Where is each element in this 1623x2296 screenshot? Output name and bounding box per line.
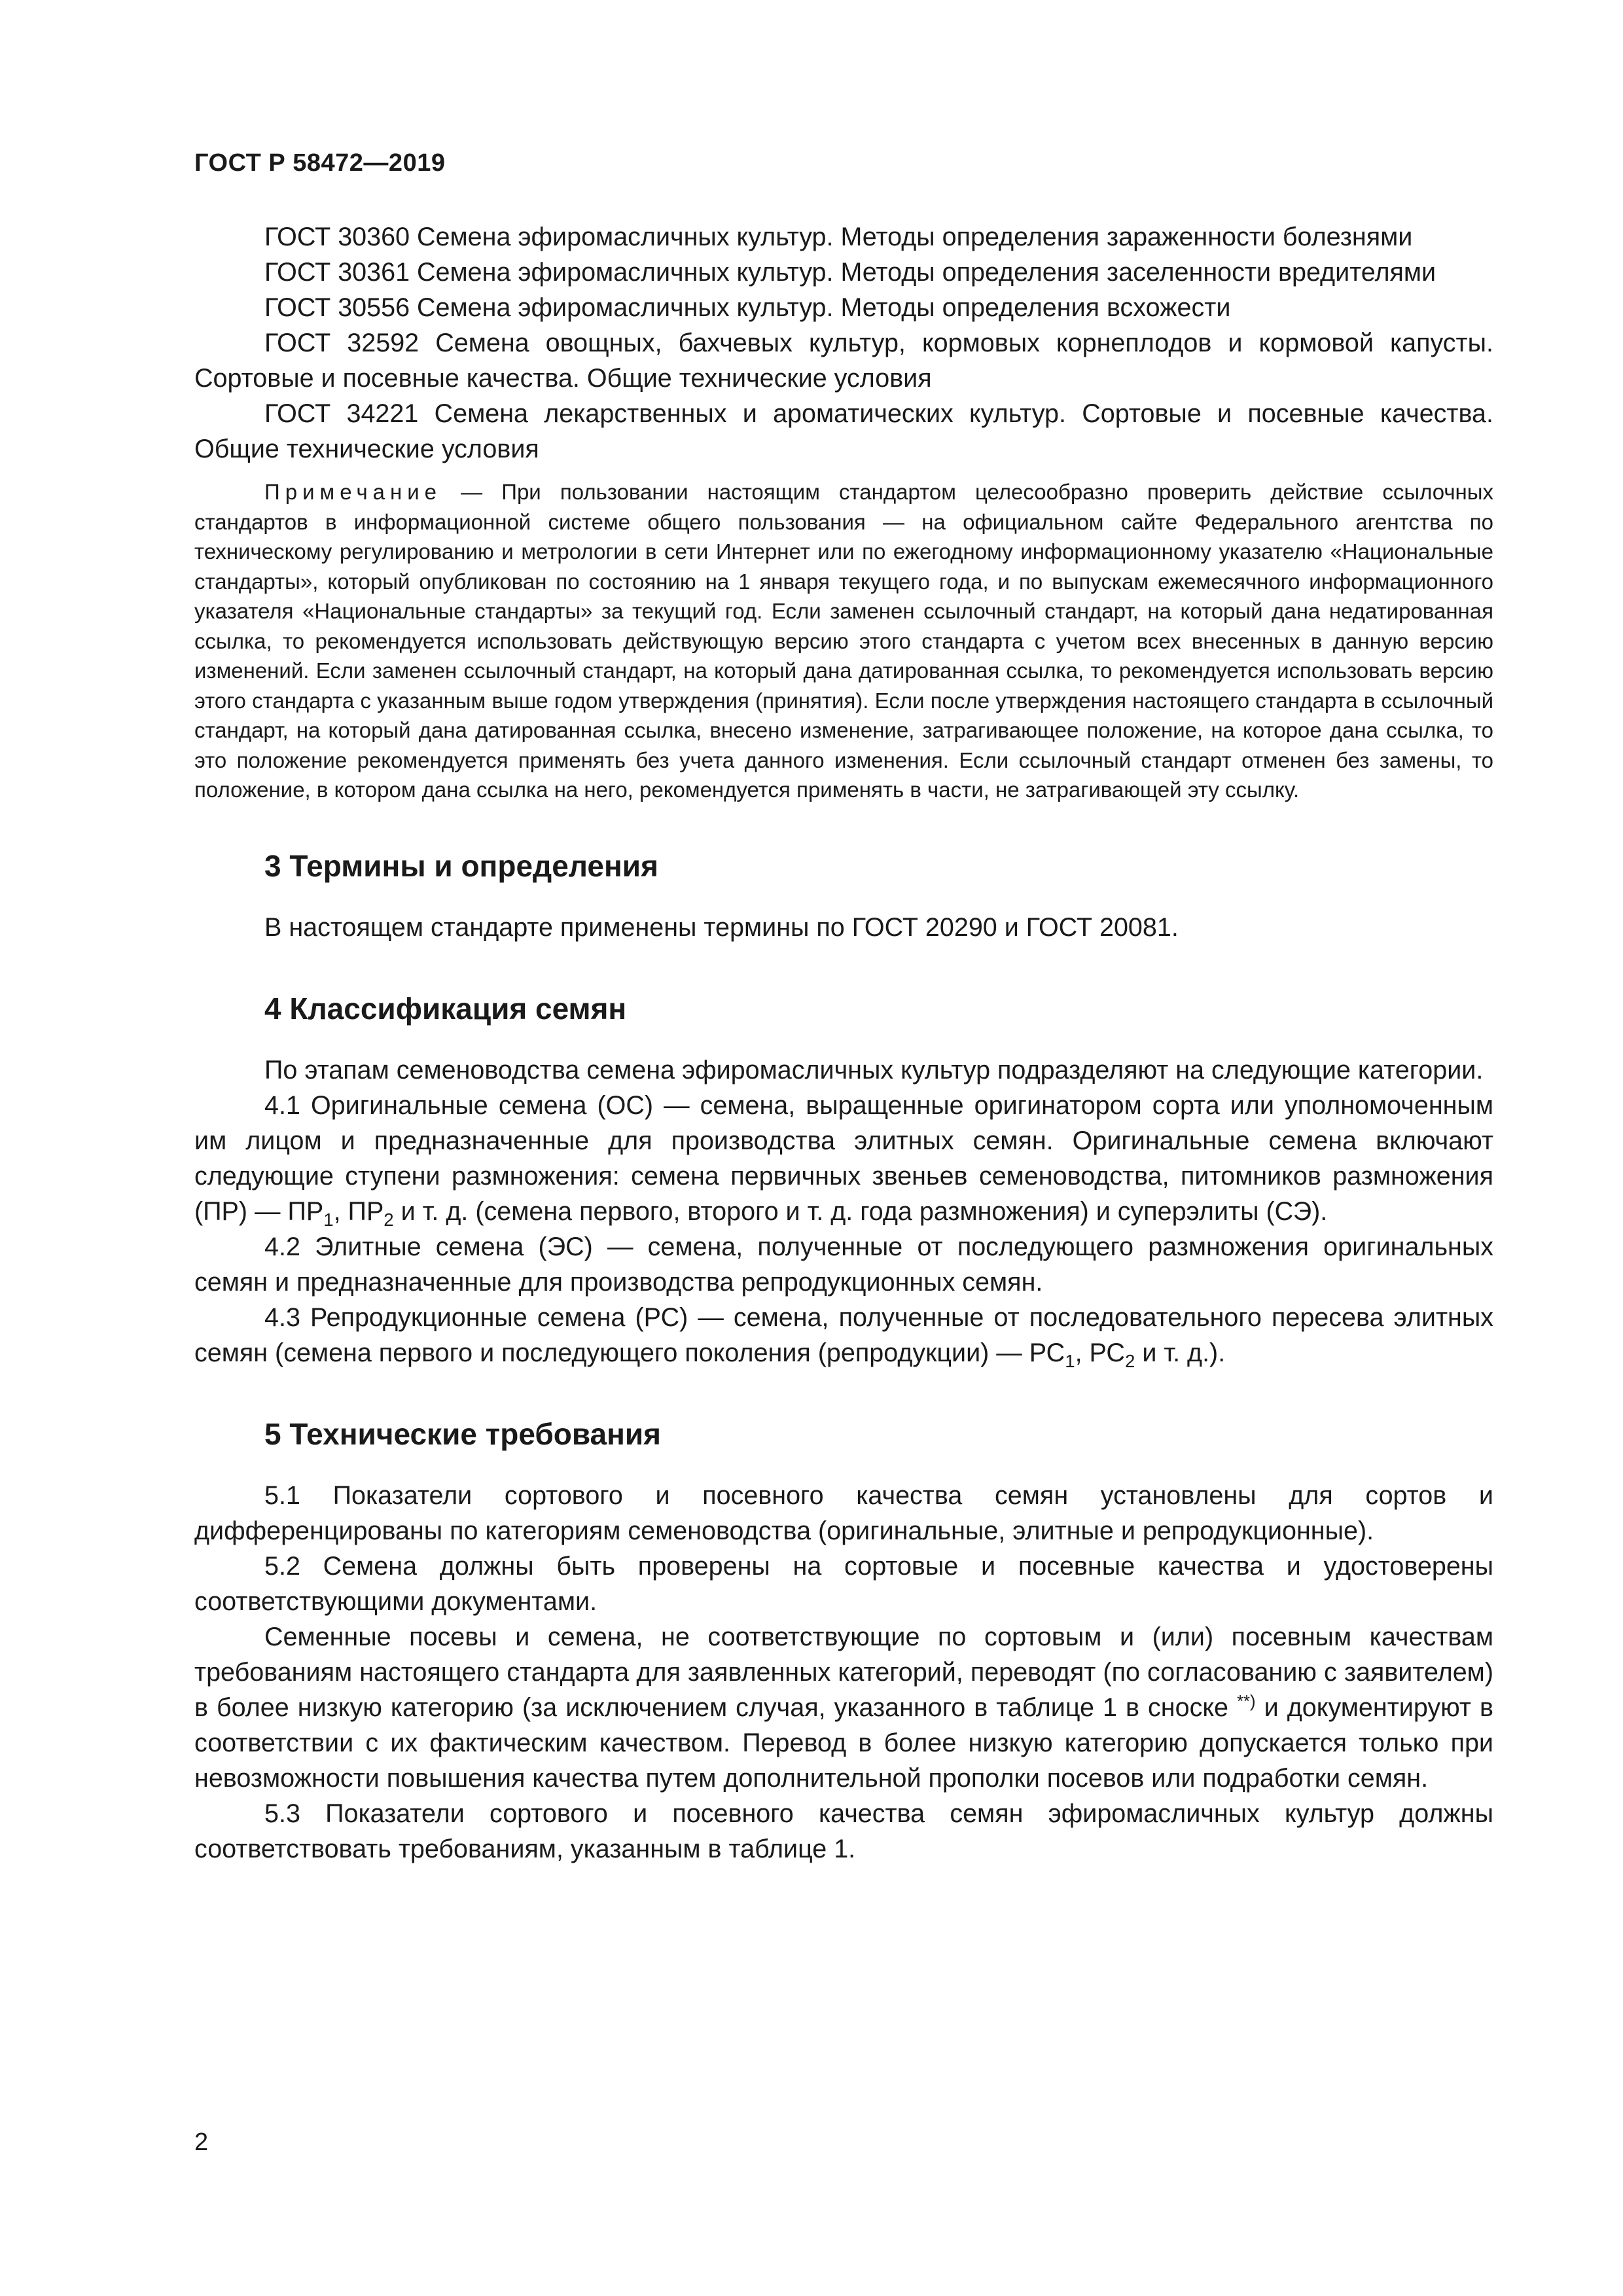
clause-5-2b-text-a: Семенные посевы и семена, не соответствующие по сортовым и (или) посевным качествам требованиям настоящего стандарта для заявленных категорий, переводят (по согласованию с заявителем) в более низкую категорию (за исключением случая, указанного в таблице 1 в сноске <box>194 1622 1493 1722</box>
clause-4-3-sub-2: 2 <box>1124 1350 1135 1371</box>
section-4-title: 4 Классификация семян <box>264 991 627 1026</box>
clause-4-3-text-b: , РС <box>1075 1338 1125 1367</box>
clause-5-2-continuation <box>194 1619 1493 1796</box>
document-header: ГОСТ Р 58472—2019 <box>194 149 446 177</box>
clause-4-1-text-c: и т. д. (семена первого, второго и т. д. года размножения) и суперэлиты (СЭ). <box>393 1196 1328 1226</box>
section-3-title: 3 Термины и определения <box>264 848 658 883</box>
clause-4-1-sub-2: 2 <box>383 1209 394 1230</box>
clause-4-1 <box>194 1088 1493 1229</box>
clause-5-2b-text-b: и документируют в соответствии с их фактическим качеством. Перевод в более низкую категорию допускается только при невозможности повышения качества путем дополнительной прополки посевов или подработки семян. <box>194 1693 1493 1793</box>
normative-references-list <box>194 219 1493 467</box>
clause-4-3-text-a: 4.3 Репродукционные семена (РС) — семена, полученные от последовательного пересева элитных семян (семена первого и последующего поколения (репродукции) — РС <box>194 1302 1493 1367</box>
reference-item: ГОСТ 30360 Семена эфиромасличных культур. Методы определения зараженности болезнями <box>264 223 1413 251</box>
note-label: Примечание <box>264 480 442 504</box>
note-text: — При пользовании настоящим стандартом целесообразно проверить действие ссылочных стандартов в информационной системе общего пользования — на официальном сайте Федерального агентства по техническому регулированию и метрологии в сети Интернет или по ежегодному информационному указателю «Национальные стандарты», который опубликован по состоянию на 1 января текущего года, и по выпускам ежемесячного информационного указателя «Национальные стандарты» за текущий год. Если заменен ссылочный стандарт, на который дана недатированная ссылка, то рекомендуется использовать действующую версию этого стандарта с учетом всех внесенных в данную версию изменений. Если заменен ссылочный стандарт, на который дана датированная ссылка, то рекомендуется использовать версию этого стандарта с указанным выше годом утверждения (принятия). Если после утверждения настоящего стандарта в ссылочный стандарт, на который дана датированная ссылка, внесено изменение, затрагивающее положение, на которое дана ссылка, то это положение рекомендуется применять без учета данного изменения. Если ссылочный стандарт отменен без замены, то положение, в котором дана ссылка на него, рекомендуется применять в части, не затрагивающей эту ссылку. <box>194 480 1493 802</box>
clause-5-3: 5.3 Показатели сортового и посевного качества семян эфиромасличных культур должны соответствовать требованиям, указанным в таблице 1. <box>194 1799 1493 1863</box>
footnote-marker: **) <box>1237 1692 1256 1711</box>
section-5-title: 5 Технические требования <box>264 1416 661 1451</box>
reference-item: ГОСТ 30361 Семена эфиромасличных культур. Методы определения заселенности вредителями <box>264 258 1436 287</box>
section-3-text: В настоящем стандарте применены термины по ГОСТ 20290 и ГОСТ 20081. <box>264 912 1179 942</box>
reference-note <box>194 477 1493 805</box>
clause-4-3-text-c: и т. д.). <box>1135 1338 1226 1367</box>
clause-4-3 <box>194 1300 1493 1371</box>
section-4-intro: По этапам семеноводства семена эфиромасличных культур подразделяют на следующие категории. <box>264 1055 1484 1085</box>
reference-item: ГОСТ 34221 Семена лекарственных и ароматических культур. Сортовые и посевные качества. Общие технические условия <box>194 399 1493 463</box>
document-body <box>194 219 1493 1867</box>
reference-item: ГОСТ 30556 Семена эфиромасличных культур. Методы определения всхожести <box>264 293 1231 322</box>
clause-4-1-text-a: 4.1 Оригинальные семена (ОС) — семена, выращенные оригинатором сорта или уполномоченным им лицом и предназначенные для производства элитных семян. Оригинальные семена включают следующие ступени размножения: семена первичных звеньев семеноводства, питомников размножения (ПР) — ПР <box>194 1090 1493 1226</box>
clause-4-2: 4.2 Элитные семена (ЭС) — семена, полученные от последующего размножения оригинальных семян и предназначенные для производства репродукционных семян. <box>194 1232 1493 1297</box>
reference-item: ГОСТ 32592 Семена овощных, бахчевых культур, кормовых корнеплодов и кормовой капусты. Сортовые и посевные качества. Общие технические условия <box>194 329 1493 393</box>
page-number: 2 <box>194 2128 209 2156</box>
clause-5-2: 5.2 Семена должны быть проверены на сортовые и посевные качества и удостоверены соответствующими документами. <box>194 1551 1493 1616</box>
clause-4-1-sub-1: 1 <box>323 1209 334 1230</box>
clause-4-3-sub-1: 1 <box>1065 1350 1075 1371</box>
clause-5-1: 5.1 Показатели сортового и посевного качества семян установлены для сортов и дифференцированы по категориям семеноводства (оригинальные, элитные и репродукционные). <box>194 1480 1493 1545</box>
clause-4-1-text-b: , ПР <box>333 1196 384 1226</box>
